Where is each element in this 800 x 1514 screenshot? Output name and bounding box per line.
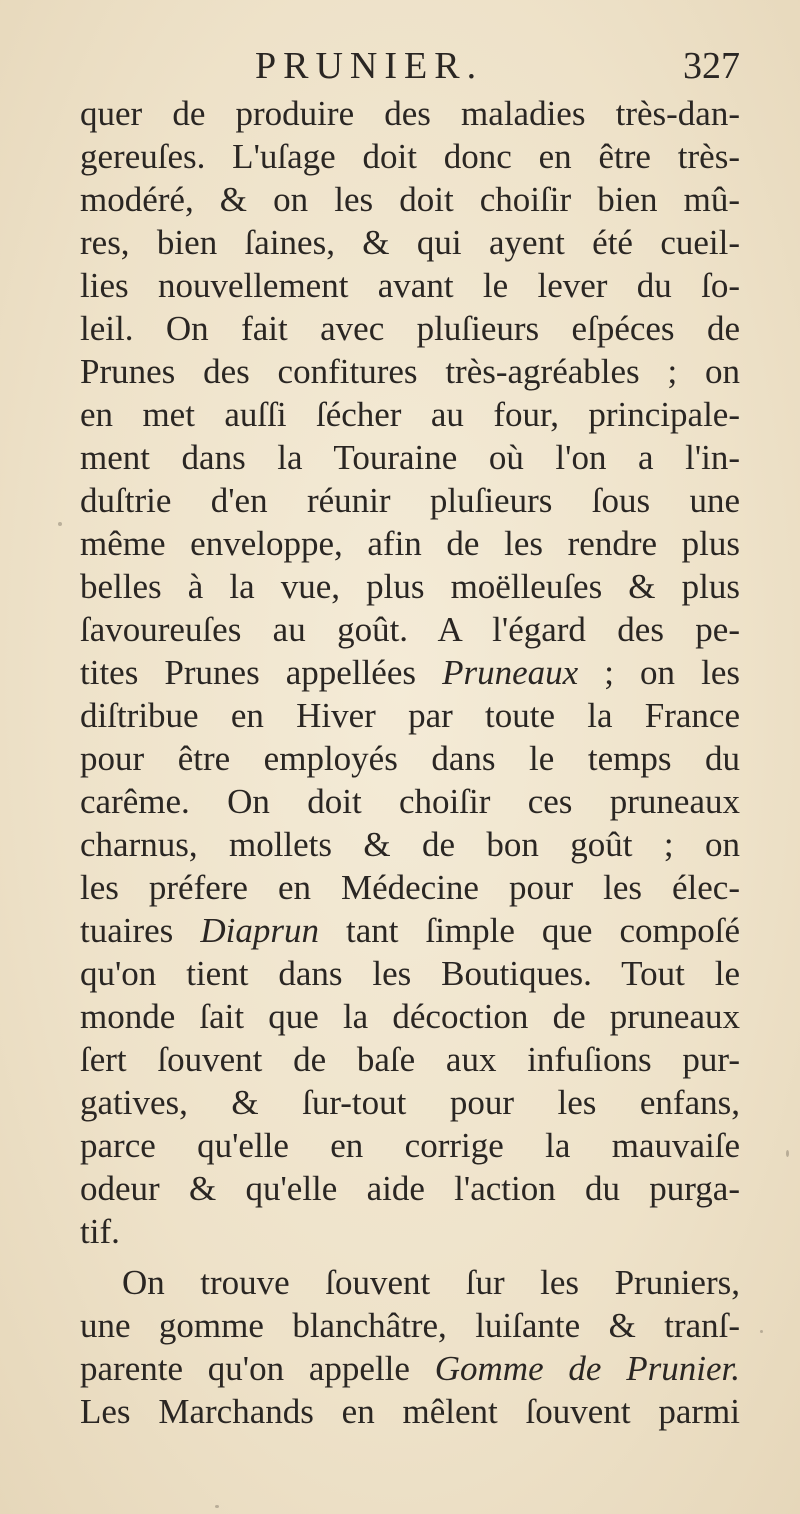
running-head: [80, 42, 740, 90]
text-line: ſert ſouvent de baſe aux infuſions pur-: [80, 1040, 740, 1079]
text-line: tites Prunes appellées Pruneaux ; on les: [80, 653, 740, 692]
text-line: tif.: [80, 1212, 120, 1251]
text-line: en met auſſi ſécher au four, principale-: [80, 395, 740, 434]
text-line: quer de produire des maladies très-dan-: [80, 94, 740, 133]
text-line: monde ſait que la décoction de pruneaux: [80, 997, 740, 1036]
text-line: belles à la vue, plus moëlleuſes & plus: [80, 567, 740, 606]
text-line: ſavoureuſes au goût. A l'égard des pe-: [80, 610, 740, 649]
paper-speck: [760, 1330, 763, 1333]
text-line: diſtribue en Hiver par toute la France: [80, 696, 740, 735]
text-line: tuaires Diaprun tant ſimple que compoſé: [80, 911, 741, 950]
text-line: les préfere en Médecine pour les élec-: [80, 868, 740, 907]
paper-speck: [58, 522, 62, 526]
text-line: modéré, & on les doit choiſir bien mû-: [80, 180, 740, 219]
text-line: parce qu'elle en corrige la mauvaiſe: [80, 1126, 740, 1165]
text-line: carême. On doit choiſir ces pruneaux: [80, 782, 740, 821]
text-line: parente qu'on appelle Gomme de Prunier.: [80, 1349, 740, 1388]
body-text: [80, 92, 740, 1433]
text-line: odeur & qu'elle aide l'action du purga-: [80, 1169, 740, 1208]
text-line: duſtrie d'en réunir pluſieurs ſous une: [80, 481, 740, 520]
text-line: même enveloppe, afin de les rendre plus: [80, 524, 740, 563]
running-head-title: PRUNIER.: [255, 45, 484, 87]
text-line: On trouve ſouvent ſur les Pruniers,: [122, 1263, 740, 1302]
text-line: une gomme blanchâtre, luiſante & tranſ-: [80, 1306, 740, 1345]
text-line: gatives, & ſur-tout pour les enfans,: [80, 1083, 740, 1122]
text-line: leil. On fait avec pluſieurs eſpéces de: [80, 309, 740, 348]
text-line: charnus, mollets & de bon goût ; on: [80, 825, 740, 864]
text-line: lies nouvellement avant le lever du ſo-: [80, 266, 740, 305]
text-line: ment dans la Touraine où l'on a l'in-: [80, 438, 740, 477]
paper-speck: [786, 1150, 789, 1157]
page-number: 327: [683, 45, 740, 87]
italic-term: Diaprun: [200, 911, 319, 950]
text-line: Les Marchands en mêlent ſouvent parmi: [80, 1392, 740, 1431]
text-line: qu'on tient dans les Boutiques. Tout le: [80, 954, 740, 993]
text-line: gereuſes. L'uſage doit donc en être très-: [80, 137, 740, 176]
paper-speck: [215, 1505, 219, 1508]
italic-term: Gomme de Prunier.: [434, 1349, 740, 1388]
text-line: pour être employés dans le temps du: [80, 739, 740, 778]
text-line: Prunes des confitures très-agréables ; on: [80, 352, 740, 391]
italic-term: Pruneaux: [442, 653, 579, 692]
text-line: res, bien ſaines, & qui ayent été cueil-: [80, 223, 740, 262]
